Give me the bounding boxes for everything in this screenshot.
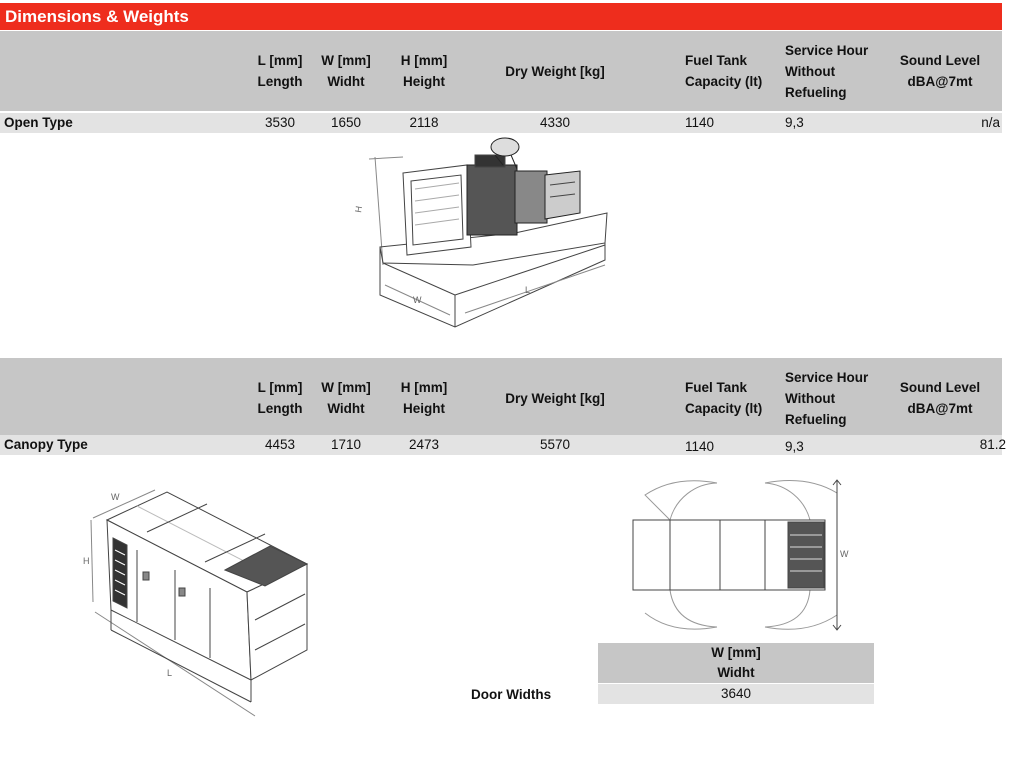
svg-text:H: H bbox=[83, 556, 90, 566]
open-type-height: 2118 bbox=[409, 115, 439, 130]
canopy-sound-level-header-line1: Sound Level bbox=[899, 380, 981, 395]
canopy-type-row bbox=[0, 435, 1006, 455]
canopy-service-hour-header bbox=[785, 358, 885, 438]
open-type-service-hour: 9,3 bbox=[785, 115, 804, 130]
service-hour-header bbox=[785, 31, 885, 111]
open-type-dry-weight: 4330 bbox=[539, 115, 571, 130]
open-type-sound-level: n/a bbox=[981, 115, 1000, 130]
canopy-sound-level-header-line2: dBA@7mt bbox=[907, 401, 973, 416]
canopy-length-header-label: Length bbox=[257, 401, 303, 416]
canopy-service-hour-header-line3: Refueling bbox=[785, 411, 847, 427]
service-hour-header-line1: Service Hour bbox=[785, 42, 869, 58]
height-header bbox=[390, 31, 458, 111]
open-type-fuel-tank: 1140 bbox=[685, 115, 715, 130]
svg-text:W: W bbox=[111, 492, 120, 502]
canopy-top-view-drawing bbox=[625, 475, 850, 635]
svg-text:H: H bbox=[353, 205, 365, 214]
fuel-tank-header-line2: Capacity (lt) bbox=[685, 74, 763, 89]
canopy-type-length: 4453 bbox=[264, 437, 296, 452]
canopy-length-header bbox=[250, 358, 310, 438]
canopy-sound-level-header bbox=[890, 358, 990, 438]
section-title: Dimensions & Weights bbox=[0, 3, 1002, 30]
width-header-unit: W [mm] bbox=[321, 53, 371, 68]
canopy-dry-weight-header bbox=[490, 358, 620, 438]
open-type-label: Open Type bbox=[4, 115, 73, 130]
canopy-fuel-tank-header-line2: Capacity (lt) bbox=[685, 401, 763, 416]
door-width-header-unit: W [mm] bbox=[711, 645, 761, 660]
open-type-generator-drawing bbox=[355, 135, 645, 335]
canopy-type-service-hour: 9,3 bbox=[785, 439, 804, 454]
canopy-type-height: 2473 bbox=[408, 437, 440, 452]
open-type-row bbox=[0, 113, 1002, 133]
length-header-label: Length bbox=[257, 74, 303, 89]
length-header-unit: L [mm] bbox=[257, 53, 303, 68]
canopy-dry-weight-header-label: Dry Weight [kg] bbox=[505, 390, 605, 406]
canopy-fuel-tank-header bbox=[685, 358, 775, 438]
canopy-type-fuel-tank: 1140 bbox=[685, 439, 715, 454]
canopy-height-header bbox=[390, 358, 458, 438]
canopy-type-dry-weight: 5570 bbox=[539, 437, 571, 452]
dry-weight-header bbox=[490, 31, 620, 111]
svg-text:L: L bbox=[525, 285, 531, 295]
canopy-width-header-label: Widht bbox=[327, 401, 365, 416]
fuel-tank-header-line1: Fuel Tank bbox=[685, 53, 748, 68]
service-hour-header-line2: Without bbox=[785, 63, 836, 79]
door-width-value: 3640 bbox=[598, 684, 874, 704]
canopy-width-header bbox=[315, 358, 377, 438]
svg-text:W: W bbox=[413, 295, 422, 305]
height-header-unit: H [mm] bbox=[400, 53, 448, 68]
sound-level-header-line2: dBA@7mt bbox=[907, 74, 973, 89]
open-type-length: 3530 bbox=[264, 115, 296, 130]
fuel-tank-header bbox=[685, 31, 775, 111]
canopy-type-width: 1710 bbox=[330, 437, 362, 452]
canopy-height-header-label: Height bbox=[403, 401, 445, 416]
door-widths-label: Door Widths bbox=[471, 687, 552, 702]
dry-weight-header-label: Dry Weight [kg] bbox=[505, 63, 605, 79]
width-header bbox=[315, 31, 377, 111]
svg-text:L: L bbox=[167, 668, 173, 678]
canopy-type-label: Canopy Type bbox=[4, 437, 88, 452]
door-width-header-label: Widht bbox=[717, 665, 755, 680]
canopy-length-header-unit: L [mm] bbox=[257, 380, 303, 395]
canopy-type-header bbox=[0, 358, 1002, 438]
length-header bbox=[250, 31, 310, 111]
height-header-label: Height bbox=[403, 74, 445, 89]
canopy-type-sound-level: 81.2 bbox=[979, 437, 1006, 452]
service-hour-header-line3: Refueling bbox=[785, 84, 847, 100]
open-type-header bbox=[0, 31, 1002, 111]
canopy-width-header-unit: W [mm] bbox=[321, 380, 371, 395]
door-width-header bbox=[598, 643, 874, 683]
canopy-service-hour-header-line1: Service Hour bbox=[785, 369, 869, 385]
sound-level-header bbox=[890, 31, 990, 111]
svg-text:W: W bbox=[840, 549, 849, 559]
canopy-service-hour-header-line2: Without bbox=[785, 390, 836, 406]
width-header-label: Widht bbox=[327, 74, 365, 89]
open-type-width: 1650 bbox=[330, 115, 362, 130]
canopy-fuel-tank-header-line1: Fuel Tank bbox=[685, 380, 748, 395]
canopy-height-header-unit: H [mm] bbox=[400, 380, 448, 395]
canopy-generator-drawing bbox=[75, 480, 320, 720]
sound-level-header-line1: Sound Level bbox=[899, 53, 981, 68]
